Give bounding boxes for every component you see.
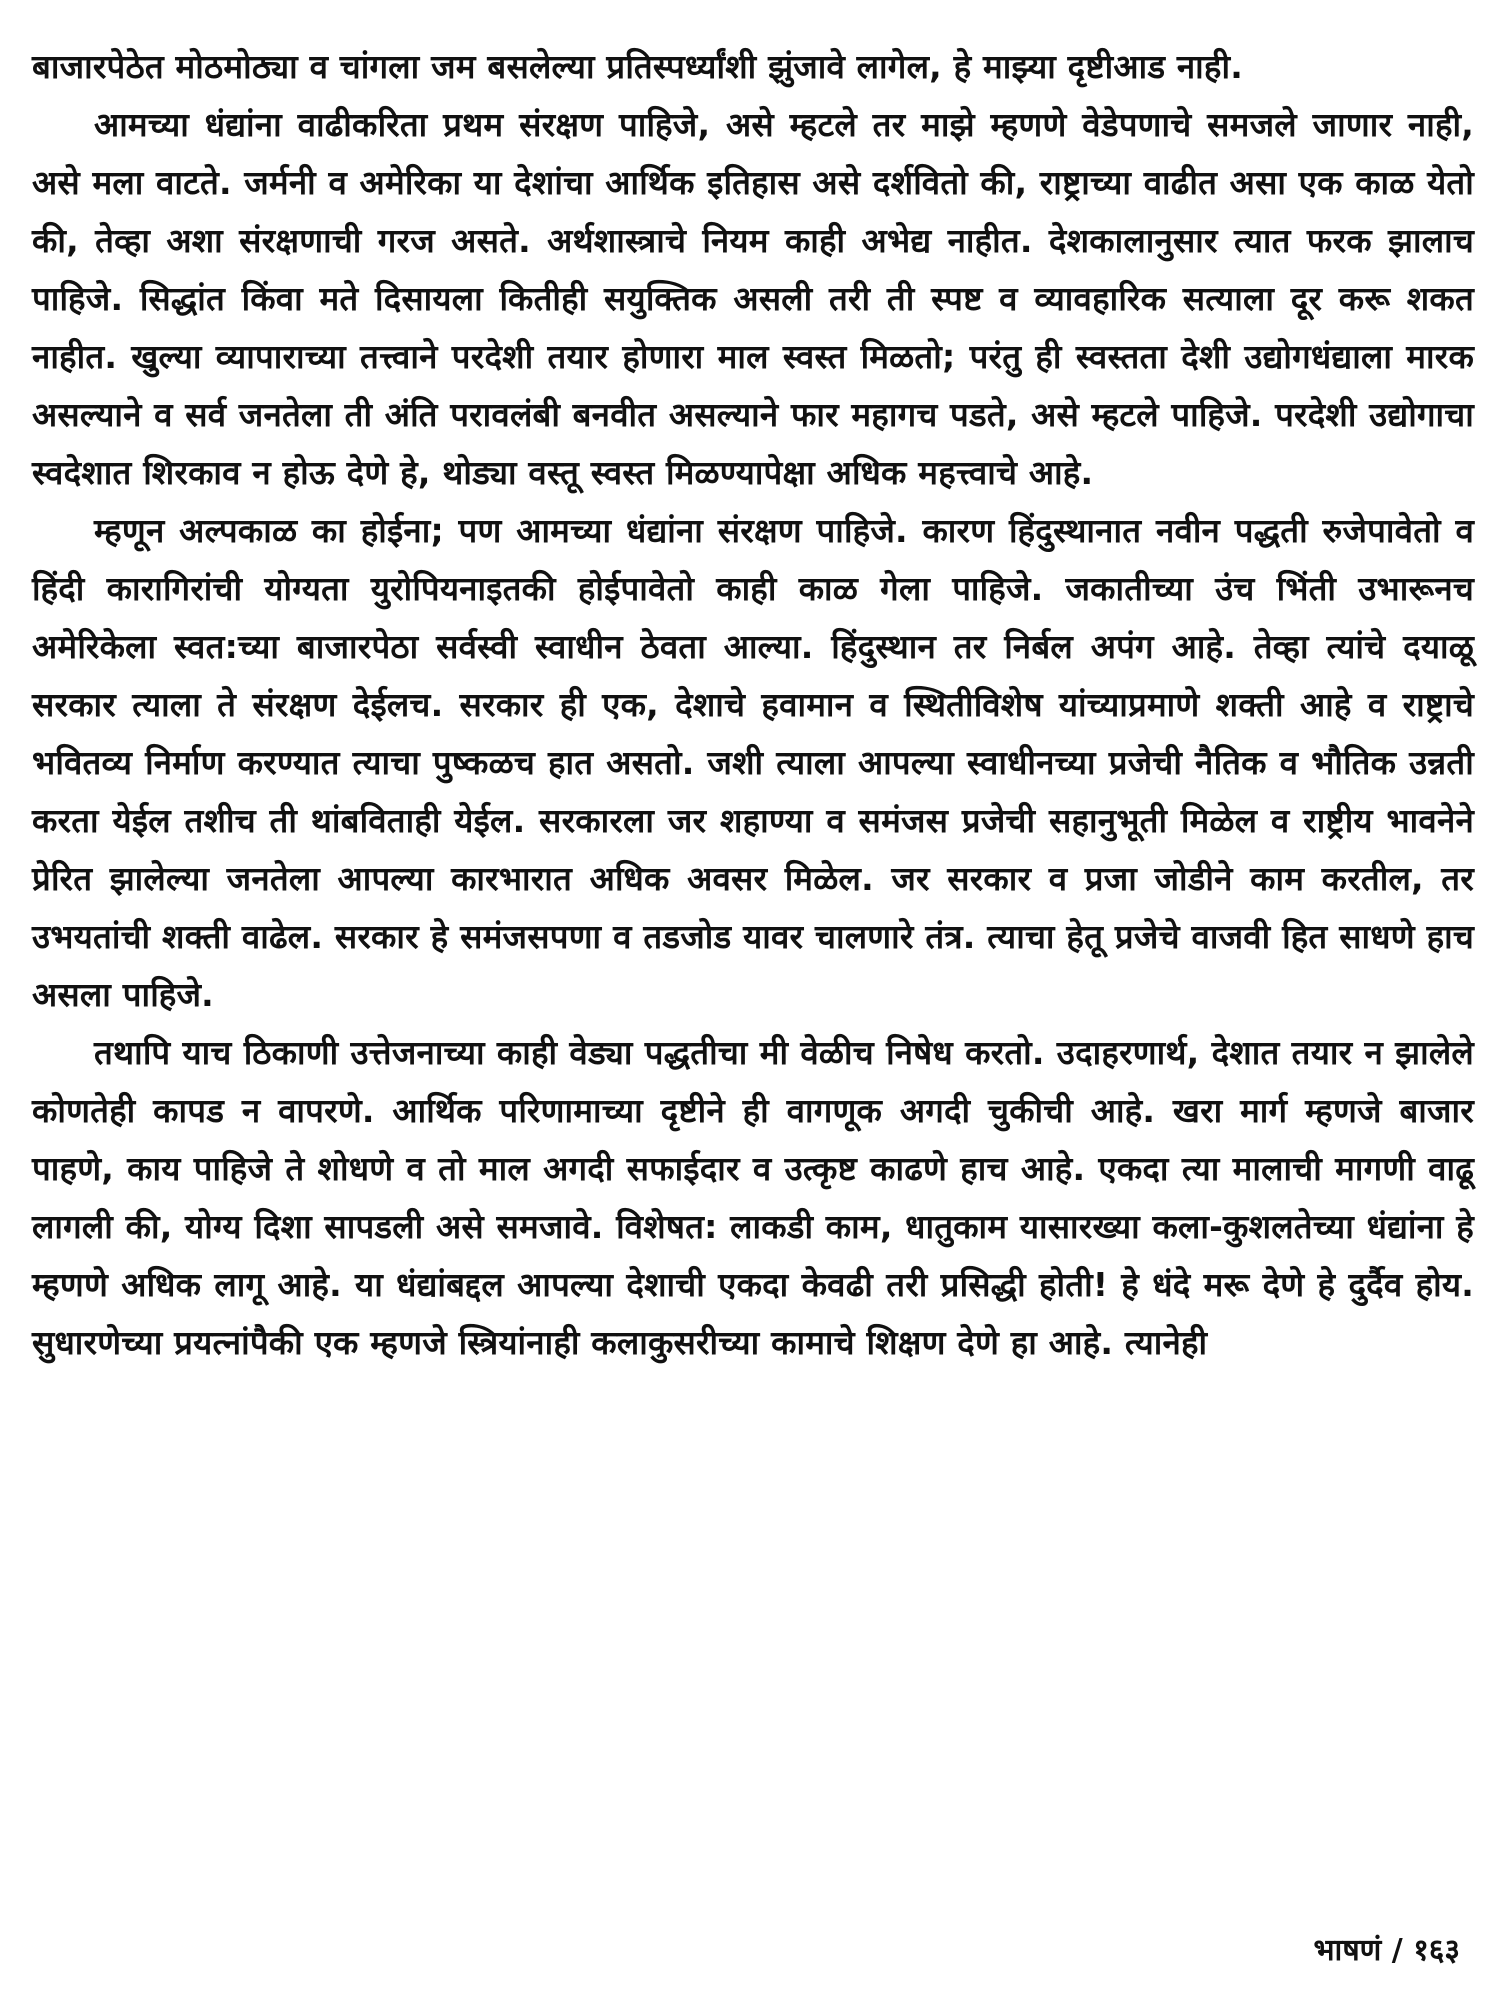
paragraph-government-role: म्हणून अल्पकाळ का होईना; पण आमच्या धंद्यांना संरक्षण पाहिजे. कारण हिंदुस्थानात नवीन पद्धती रुजेपावेतो व हिंदी कारागिरांची योग्यता युरोपियनाइतकी होईपावेतो काही काळ गेला पाहिजे. जकातीच्या उंच भिंती उभारूनच अमेरिकेला स्वत:च्या बाजारपेठा सर्वस्वी स्वाधीन ठेवता आल्या. हिंदुस्थान तर निर्बल अपंग आहे. तेव्हा त्यांचे दयाळू सरकार त्याला ते संरक्षण देईलच. सरकार ही एक, देशाचे हवामान व स्थितीविशेष यांच्याप्रमाणे शक्ती आहे व राष्ट्राचे भवितव्य निर्माण करण्यात त्याचा पुष्कळच हात असतो. जशी त्याला आपल्या स्वाधीनच्या प्रजेची नैतिक व भौतिक उन्नती करता येईल तशीच ती थांबविताही येईल. सरकारला जर शहाण्या व समंजस प्रजेची सहानुभूती मिळेल व राष्ट्रीय भावनेने प्रेरित झालेल्या जनतेला आपल्या कारभारात अधिक अवसर मिळेल. जर सरकार व प्रजा जोडीने काम करतील, तर उभयतांची शक्ती वाढेल. सरकार हे समंजसपणा व तडजोड यावर चालणारे तंत्र. त्याचा हेतू प्रजेचे वाजवी हित साधणे हाच असला पाहिजे. [32, 511, 1474, 1014]
page-footer: भाषणं / १६३ [1313, 1933, 1460, 1968]
paragraph-encouragement-methods: तथापि याच ठिकाणी उत्तेजनाच्या काही वेड्या पद्धतीचा मी वेळीच निषेध करतो. उदाहरणार्थ, देशात तयार न झालेले कोणतेही कापड न वापरणे. आर्थिक परिणामाच्या दृष्टीने ही वागणूक अगदी चुकीची आहे. खरा मार्ग म्हणजे बाजार पाहणे, काय पाहिजे ते शोधणे व तो माल अगदी सफाईदार व उत्कृष्ट काढणे हाच आहे. एकदा त्या मालाची मागणी वाढू लागली की, योग्य दिशा सापडली असे समजावे. विशेषत: लाकडी काम, धातुकाम यासारख्या कला-कुशलतेच्या धंद्यांना हे म्हणणे अधिक लागू आहे. या धंद्यांबद्दल आपल्या देशाची एकदा केवढी तरी प्रसिद्धी होती! हे धंदे मरू देणे हे दुर्दैव होय. सुधारणेच्या प्रयत्नांपैकी एक म्हणजे स्त्रियांनाही कलाकुसरीच्या कामाचे शिक्षण देणे हा आहे. त्यानेही [32, 1033, 1474, 1362]
document-body [32, 38, 1474, 1372]
paragraph-protection-need: आमच्या धंद्यांना वाढीकरिता प्रथम संरक्षण पाहिजे, असे म्हटले तर माझे म्हणणे वेडेपणाचे समजले जाणार नाही, असे मला वाटते. जर्मनी व अमेरिका या देशांचा आर्थिक इतिहास असे दर्शवितो की, राष्ट्राच्या वाढीत असा एक काळ येतो की, तेव्हा अशा संरक्षणाची गरज असते. अर्थशास्त्राचे नियम काही अभेद्य नाहीत. देशकालानुसार त्यात फरक झालाच पाहिजे. सिद्धांत किंवा मते दिसायला कितीही सयुक्तिक असली तरी ती स्पष्ट व व्यावहारिक सत्याला दूर करू शकत नाहीत. खुल्या व्यापाराच्या तत्त्वाने परदेशी तयार होणारा माल स्वस्त मिळतो; परंतु ही स्वस्तता देशी उद्योगधंद्याला मारक असल्याने व सर्व जनतेला ती अंति परावलंबी बनवीत असल्याने फार महागच पडते, असे म्हटले पाहिजे. परदेशी उद्योगाचा स्वदेशात शिरकाव न होऊ देणे हे, थोड्या वस्तू स्वस्त मिळण्यापेक्षा अधिक महत्त्वाचे आहे. [32, 105, 1474, 492]
paragraph-continuation: बाजारपेठेत मोठमोठ्या व चांगला जम बसलेल्या प्रतिस्पर्ध्यांशी झुंजावे लागेल, हे माझ्या दृष्टीआड नाही. [32, 47, 1243, 86]
